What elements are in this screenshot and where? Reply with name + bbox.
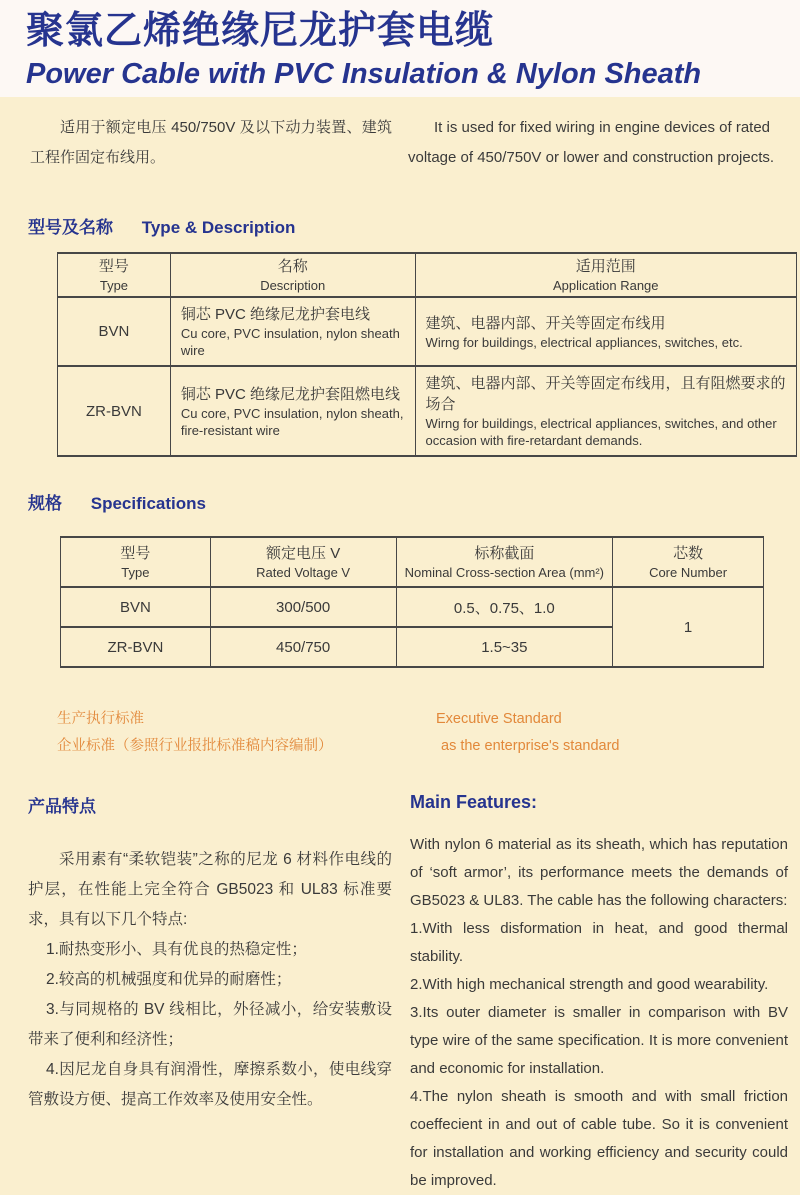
- type-description-table: [57, 252, 797, 457]
- feature-item-zh: 1.耐热变形小、具有优良的热稳定性；: [46, 941, 307, 958]
- specifications-table: [60, 536, 764, 668]
- application-zh: 建筑、电器内部、开关等固定布线用，且有阻燃要求的场合: [425, 375, 786, 413]
- page-title-zh: 聚氯乙烯绝缘尼龙护套电缆: [26, 10, 495, 52]
- spec-cell-type-bvn: BVN: [61, 587, 211, 627]
- spec-header-voltage: [210, 537, 396, 587]
- cell-application-bvn: [415, 297, 796, 366]
- description-zh: 铜芯 PVC 绝缘尼龙护套电线: [180, 306, 371, 323]
- page-title-en: Power Cable with PVC Insulation & Nylon Sheath: [26, 58, 702, 90]
- spec-cell-core-number: 1: [613, 587, 764, 667]
- standards-zh-line2: 企业标准（参照行业报批标准稿内容编制）: [57, 738, 333, 754]
- type-table-header-description: [170, 253, 415, 297]
- spec-section-heading: [28, 489, 800, 514]
- spec-table-header-row: [61, 537, 764, 587]
- description-zh: 铜芯 PVC 绝缘尼龙护套阻燃电线: [180, 385, 401, 403]
- type-table-header-row: [58, 253, 797, 297]
- standards-en: [436, 706, 619, 760]
- features-intro-zh: 采用素有“柔软铠装”之称的尼龙 6 材料作电线的护层，在性能上完全符合 GB5023 和 UL83 标准要求，具有以下几个特点:: [28, 851, 392, 928]
- application-zh: 建筑、电器内部、开关等固定布线用: [425, 314, 666, 332]
- features-intro-en: With nylon 6 material as its sheath, which has reputation of ‘soft armor’, its performance meets the demands of GB5023 & UL83. The cable has the following characters:: [410, 836, 788, 909]
- header-description-en: Description: [260, 278, 326, 293]
- application-en: Wirng for buildings, electrical appliances, switches, etc.: [425, 334, 743, 350]
- page-header: [0, 0, 800, 97]
- spec-header-area-zh: 标称截面: [474, 545, 535, 562]
- table-row: [58, 297, 797, 366]
- feature-item-zh: 4.因尼龙自身具有润滑性，摩擦系数小，使电线穿管敷设方便、提高工作效率及使用安全性。: [28, 1061, 392, 1108]
- spec-section-heading-zh: 规格: [28, 494, 62, 513]
- header-application-en: Application Range: [553, 278, 659, 293]
- standards-zh-line1: 生产执行标准: [57, 711, 144, 727]
- type-section-heading: [28, 213, 800, 238]
- description-en: Cu core, PVC insulation, nylon sheath wire: [180, 326, 400, 358]
- type-value: BVN: [98, 323, 130, 340]
- table-row: [58, 366, 797, 456]
- spec-cell-area-bvn: 0.5、0.75、1.0: [396, 587, 613, 627]
- application-en: Wirng for buildings, electrical appliances, switches, and other occasion with fire-retardant demands.: [425, 416, 777, 448]
- cell-application-zrbvn: [415, 366, 796, 456]
- spec-header-core-en: Core Number: [649, 565, 728, 580]
- features-en-column: [410, 792, 788, 1195]
- feature-item-zh: 2.较高的机械强度和优异的耐磨性；: [46, 971, 292, 988]
- type-section-heading-en: Type & Description: [141, 218, 296, 237]
- header-type-en: Type: [99, 278, 129, 293]
- intro-paragraph-zh: 适用于额定电压 450/750V 及以下动力装置、建筑工程作固定布线用。: [30, 119, 392, 166]
- spec-header-area-en: Nominal Cross-section Area (mm²): [404, 565, 605, 580]
- spec-header-voltage-zh: 额定电压 V: [266, 545, 341, 562]
- spec-cell-area-zrbvn: 1.5~35: [396, 627, 613, 667]
- features-zh-column: [28, 792, 392, 1195]
- spec-section-heading-en: Specifications: [90, 494, 206, 513]
- spec-header-core: [613, 537, 764, 587]
- spec-cell-type-zrbvn: ZR-BVN: [61, 627, 211, 667]
- standards-section: [57, 706, 800, 760]
- description-en: Cu core, PVC insulation, nylon sheath, fire-resistant wire: [180, 405, 404, 438]
- features-section: [28, 792, 788, 1195]
- feature-item-en: 3.Its outer diameter is smaller in comparison with BV type wire of the same specification. It is more convenient and economic for installation.: [410, 1004, 788, 1077]
- spec-cell-voltage-zrbvn: 450/750: [210, 627, 396, 667]
- cell-type-zrbvn: [58, 366, 171, 456]
- features-heading-en: Main Features:: [410, 792, 538, 812]
- feature-item-en: 1.With less disformation in heat, and good thermal stability.: [410, 920, 788, 965]
- feature-item-zh: 3.与同规格的 BV 线相比，外径减小，给安装敷设带来了便利和经济性；: [28, 1001, 392, 1048]
- cell-description-bvn: [170, 297, 415, 366]
- cell-description-zrbvn: [170, 366, 415, 456]
- spec-header-type-zh: 型号: [120, 545, 151, 562]
- table-row: [61, 587, 764, 627]
- feature-item-en: 4.The nylon sheath is smooth and with small friction coeffecient in and out of cable tube. So it is convenient for installation and working efficiency and security could be improved.: [410, 1088, 788, 1189]
- spec-header-type-en: Type: [121, 565, 150, 580]
- type-value: ZR-BVN: [86, 402, 142, 420]
- type-table-header-type: [58, 253, 171, 297]
- standards-en-line1: Executive Standard: [436, 711, 562, 727]
- standards-zh: [57, 706, 436, 760]
- spec-cell-voltage-bvn: 300/500: [210, 587, 396, 627]
- type-section-heading-zh: 型号及名称: [28, 218, 113, 237]
- type-table-header-application: [415, 253, 796, 297]
- cell-type-bvn: [58, 297, 171, 366]
- header-description-zh: 名称: [277, 258, 308, 275]
- spec-header-voltage-en: Rated Voltage V: [256, 565, 351, 580]
- spec-header-core-zh: 芯数: [673, 545, 704, 562]
- intro-section: [30, 113, 788, 173]
- header-application-zh: 适用范围: [575, 258, 636, 275]
- spec-header-type: [61, 537, 211, 587]
- features-heading-zh: 产品特点: [28, 797, 96, 816]
- spec-header-area: [396, 537, 613, 587]
- feature-item-en: 2.With high mechanical strength and good wearability.: [410, 976, 769, 993]
- standards-en-line2: as the enterprise's standard: [441, 738, 620, 754]
- intro-paragraph-en: It is used for fixed wiring in engine devices of rated voltage of 450/750V or lower and construction projects.: [408, 119, 775, 166]
- header-type-zh: 型号: [98, 258, 129, 275]
